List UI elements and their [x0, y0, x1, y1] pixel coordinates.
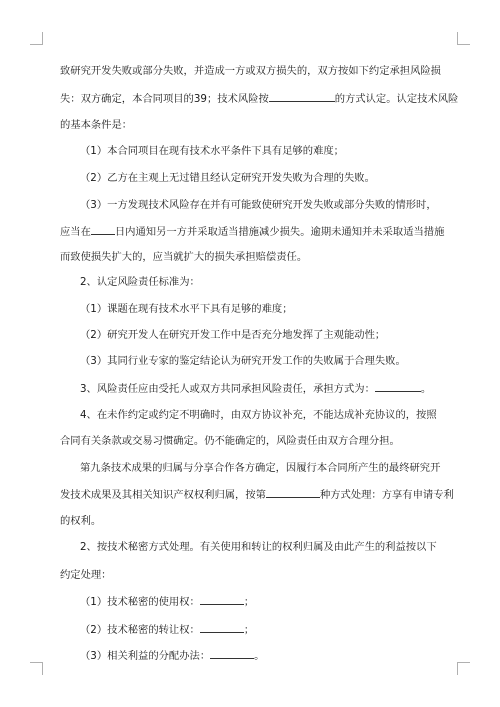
fill-in-blank: [375, 381, 421, 392]
text-segment: （1）课题在现有技术水平下具有足够的难度；: [80, 303, 293, 315]
text-line: [80, 144, 344, 158]
fill-in-blank: [200, 594, 244, 605]
text-line: [80, 171, 375, 185]
text-segment: 失：双方确定，本合同项目的39；技术风险按: [60, 93, 269, 105]
text-line: [60, 118, 132, 132]
text-segment: 约定处理：: [60, 569, 112, 581]
text-line: [60, 224, 444, 239]
crop-mark-bottom-right: [457, 662, 470, 675]
text-segment: 而致使损失扩大的，应当就扩大的损失承担赔偿责任。: [60, 251, 308, 263]
text-segment: ；: [243, 596, 255, 608]
text-segment: 的基本条件是：: [60, 119, 133, 131]
text-line: [80, 354, 406, 368]
text-segment: （3）其同行业专家的鉴定结论认为研究开发工作的失败属于合理失败。: [80, 355, 406, 367]
fill-in-blank: [210, 648, 254, 659]
text-segment: 。: [254, 650, 265, 662]
text-line: [80, 381, 431, 396]
text-segment: 种方式处理：方享有申请专利: [319, 489, 454, 501]
text-segment: 4、在未作约定或约定不明确时，由双方协议补充，不能达成补充协议的，按照: [80, 409, 437, 421]
text-segment: 第九条技术成果的归属与分享合作各方确定，因履行本合同所产生的最终研究开: [80, 462, 441, 474]
text-line: [60, 514, 101, 528]
text-segment: （1）本合同项目在现有技术水平条件下具有足够的难度；: [80, 145, 344, 157]
text-segment: （3）一方发现技术风险存在并有可能致使研究开发失败或部分失败的情形时，: [80, 199, 437, 211]
text-line: [80, 622, 254, 637]
text-segment: （2）研究开发人在研究开发工作中是否充分地发挥了主观能动性；: [80, 329, 386, 341]
text-line: [60, 64, 441, 78]
crop-mark-top-right: [457, 32, 470, 45]
text-line: [80, 408, 437, 422]
text-line: [60, 568, 111, 582]
text-segment: （3）相关利益的分配办法：: [80, 650, 211, 662]
text-line: [80, 328, 385, 342]
text-segment: ；: [243, 624, 255, 636]
text-line: [60, 434, 400, 448]
text-segment: 。: [420, 383, 432, 395]
text-segment: （1）技术秘密的使用权：: [80, 596, 200, 608]
text-line: [80, 198, 437, 212]
text-line: [80, 461, 440, 475]
fill-in-blank: [269, 91, 335, 102]
text-line: [60, 250, 307, 264]
text-segment: （2）乙方在主观上无过错且经认定研究开发失败为合理的失败。: [80, 172, 375, 184]
text-segment: 致研究开发失败或部分失败，并造成一方或双方损失的，双方按如下约定承担风险损: [60, 65, 441, 77]
fill-in-blank: [266, 487, 320, 498]
text-segment: 发技术成果及其相关知识产权权利归属，按第: [60, 489, 266, 501]
fill-in-blank: [91, 224, 115, 235]
text-segment: 2、认定风险责任标准为：: [80, 276, 200, 288]
crop-mark-bottom-left: [30, 662, 43, 675]
text-segment: 3、风险责任应由受托人或双方共同承担风险责任，承担方式为：: [80, 383, 375, 395]
text-segment: 2、按技术秘密方式处理。有关使用和转让的权利归属及由此产生的利益按以下: [80, 541, 437, 553]
fill-in-blank: [200, 622, 244, 633]
text-line: [60, 91, 458, 106]
text-segment: 日内通知另一方并采取适当措施减少损失。逾期未通知并未采取适当措施: [114, 226, 445, 238]
text-segment: （2）技术秘密的转让权：: [80, 624, 200, 636]
text-line: [80, 594, 254, 609]
text-line: [60, 487, 454, 502]
text-line: [80, 275, 200, 289]
text-segment: 应当在: [60, 226, 91, 238]
crop-mark-top-left: [30, 32, 43, 45]
text-line: [80, 302, 293, 316]
text-line: [80, 648, 264, 663]
text-segment: 合同有关条款或交易习惯确定。仍不能确定的，风险责任由双方合理分担。: [60, 435, 400, 447]
text-line: [80, 540, 437, 554]
text-segment: 的权利。: [60, 515, 102, 527]
text-segment: 的方式认定。认定技术风险: [334, 93, 459, 105]
